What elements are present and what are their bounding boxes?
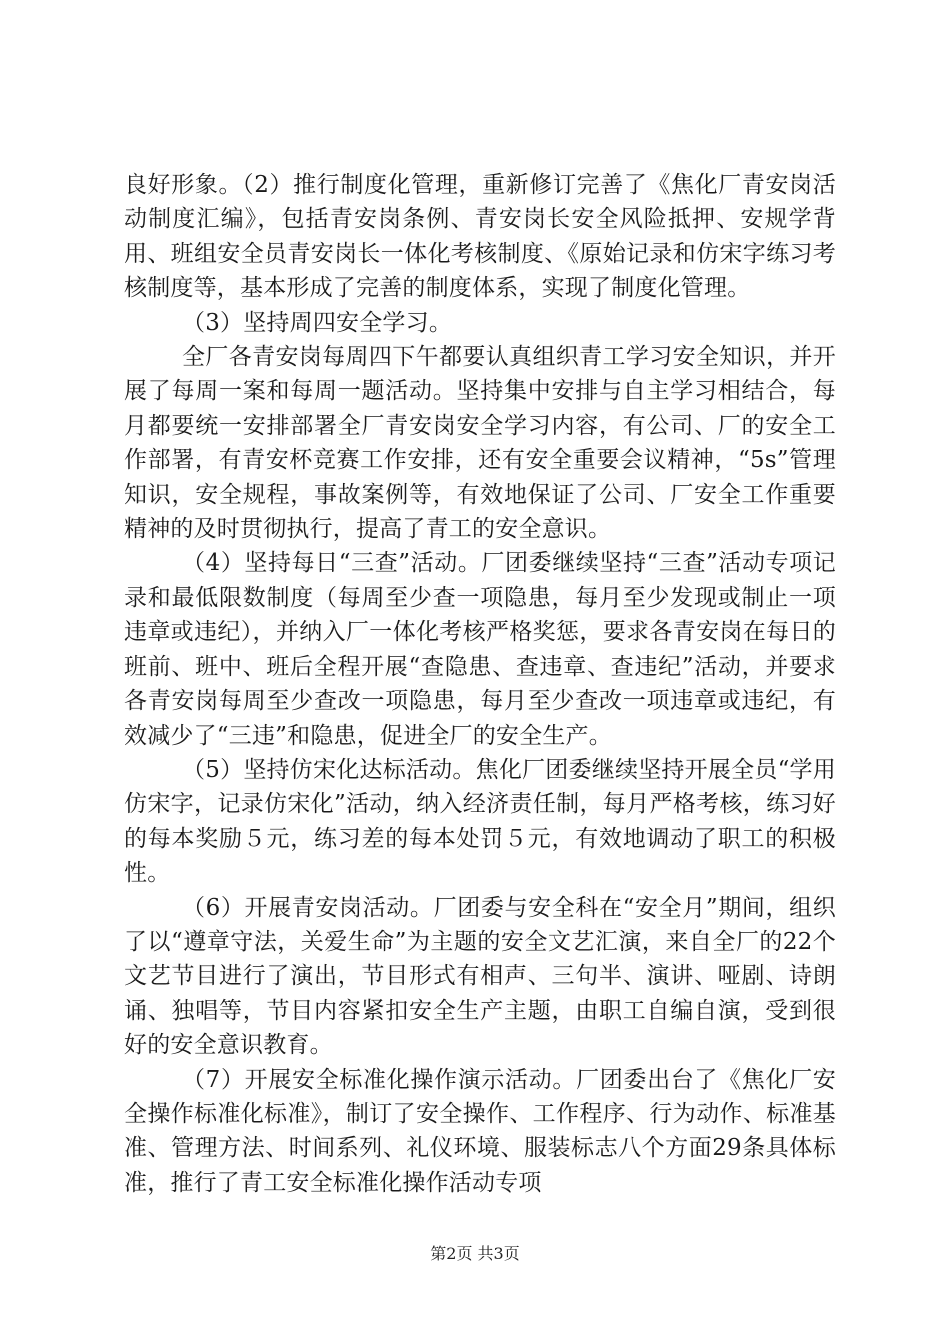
paragraph-institutional-management: 良好形象。（2）推行制度化管理，重新修订完善了《焦化厂青安岗活动制度汇编》，包括青安岗条例、青安岗长安全风险抵押、安规学背用、班组安全员青安岗长一体化考核制度、《原始记录和仿宋字练习考核制度等，基本形成了完善的制度体系，实现了制度化管理。 xyxy=(124,172,836,302)
paragraph-fangsong-standard: （5）坚持仿宋化达标活动。焦化厂团委继续坚持开展全员“学用仿宋字，记录仿宋化”活动，纳入经济责任制，每月严格考核，练习好的每本奖励５元，练习差的每本处罚５元，有效地调动了职工的积极性。 xyxy=(124,756,836,887)
page-number-label: 第2页 共3页 xyxy=(430,1244,520,1263)
document-body xyxy=(124,168,836,1200)
paragraph-youth-safety-post: （6）开展青安岗活动。厂团委与安全科在“安全月”期间，组织了以“遵章守法，关爱生命”为主题的安全文艺汇演，来自全厂的22个文艺节目进行了演出，节目形式有相声、三句半、演讲、哑剧、诗朗诵、独唱等，节目内容紧扣安全生产主题，由职工自编自演，受到很好的安全意识教育。 xyxy=(124,894,836,1059)
page-footer xyxy=(0,1244,950,1264)
paragraph-three-checks: （4）坚持每日“三查”活动。厂团委继续坚持“三查”活动专项记录和最低限数制度（每周至少查一项隐患，每月至少发现或制止一项违章或违纪），并纳入厂一体化考核严格奖惩，要求各青安岗在每日的班前、班中、班后全程开展“查隐患、查违章、查违纪”活动，并要求各青安岗每周至少查改一项隐患，每月至少查改一项违章或违纪，有效减少了“三违”和隐患，促进全厂的安全生产。 xyxy=(124,550,836,749)
paragraph-thursday-study: 全厂各青安岗每周四下午都要认真组织青工学习安全知识，并开展了每周一案和每周一题活动。坚持集中安排与自主学习相结合，每月都要统一安排部署全厂青安岗安全学习内容，有公司、厂的安全工作部署，有青安杯竞赛工作安排，还有安全重要会议精神，“5s”管理知识，安全规程，事故案例等，有效地保证了公司、厂安全工作重要精神的及时贯彻执行，提高了青工的安全意识。 xyxy=(124,344,836,543)
paragraph-thursday-study-heading: （3）坚持周四安全学习。 xyxy=(182,309,453,336)
paragraph-standardized-operation: （7）开展安全标准化操作演示活动。厂团委出台了《焦化厂安全操作标准化标准》，制订了安全操作、工作程序、行为动作、标准基准、管理方法、时间系列、礼仪环境、服装标志八个方面29条具体标准，推行了青工安全标准化操作活动专项 xyxy=(124,1066,836,1196)
